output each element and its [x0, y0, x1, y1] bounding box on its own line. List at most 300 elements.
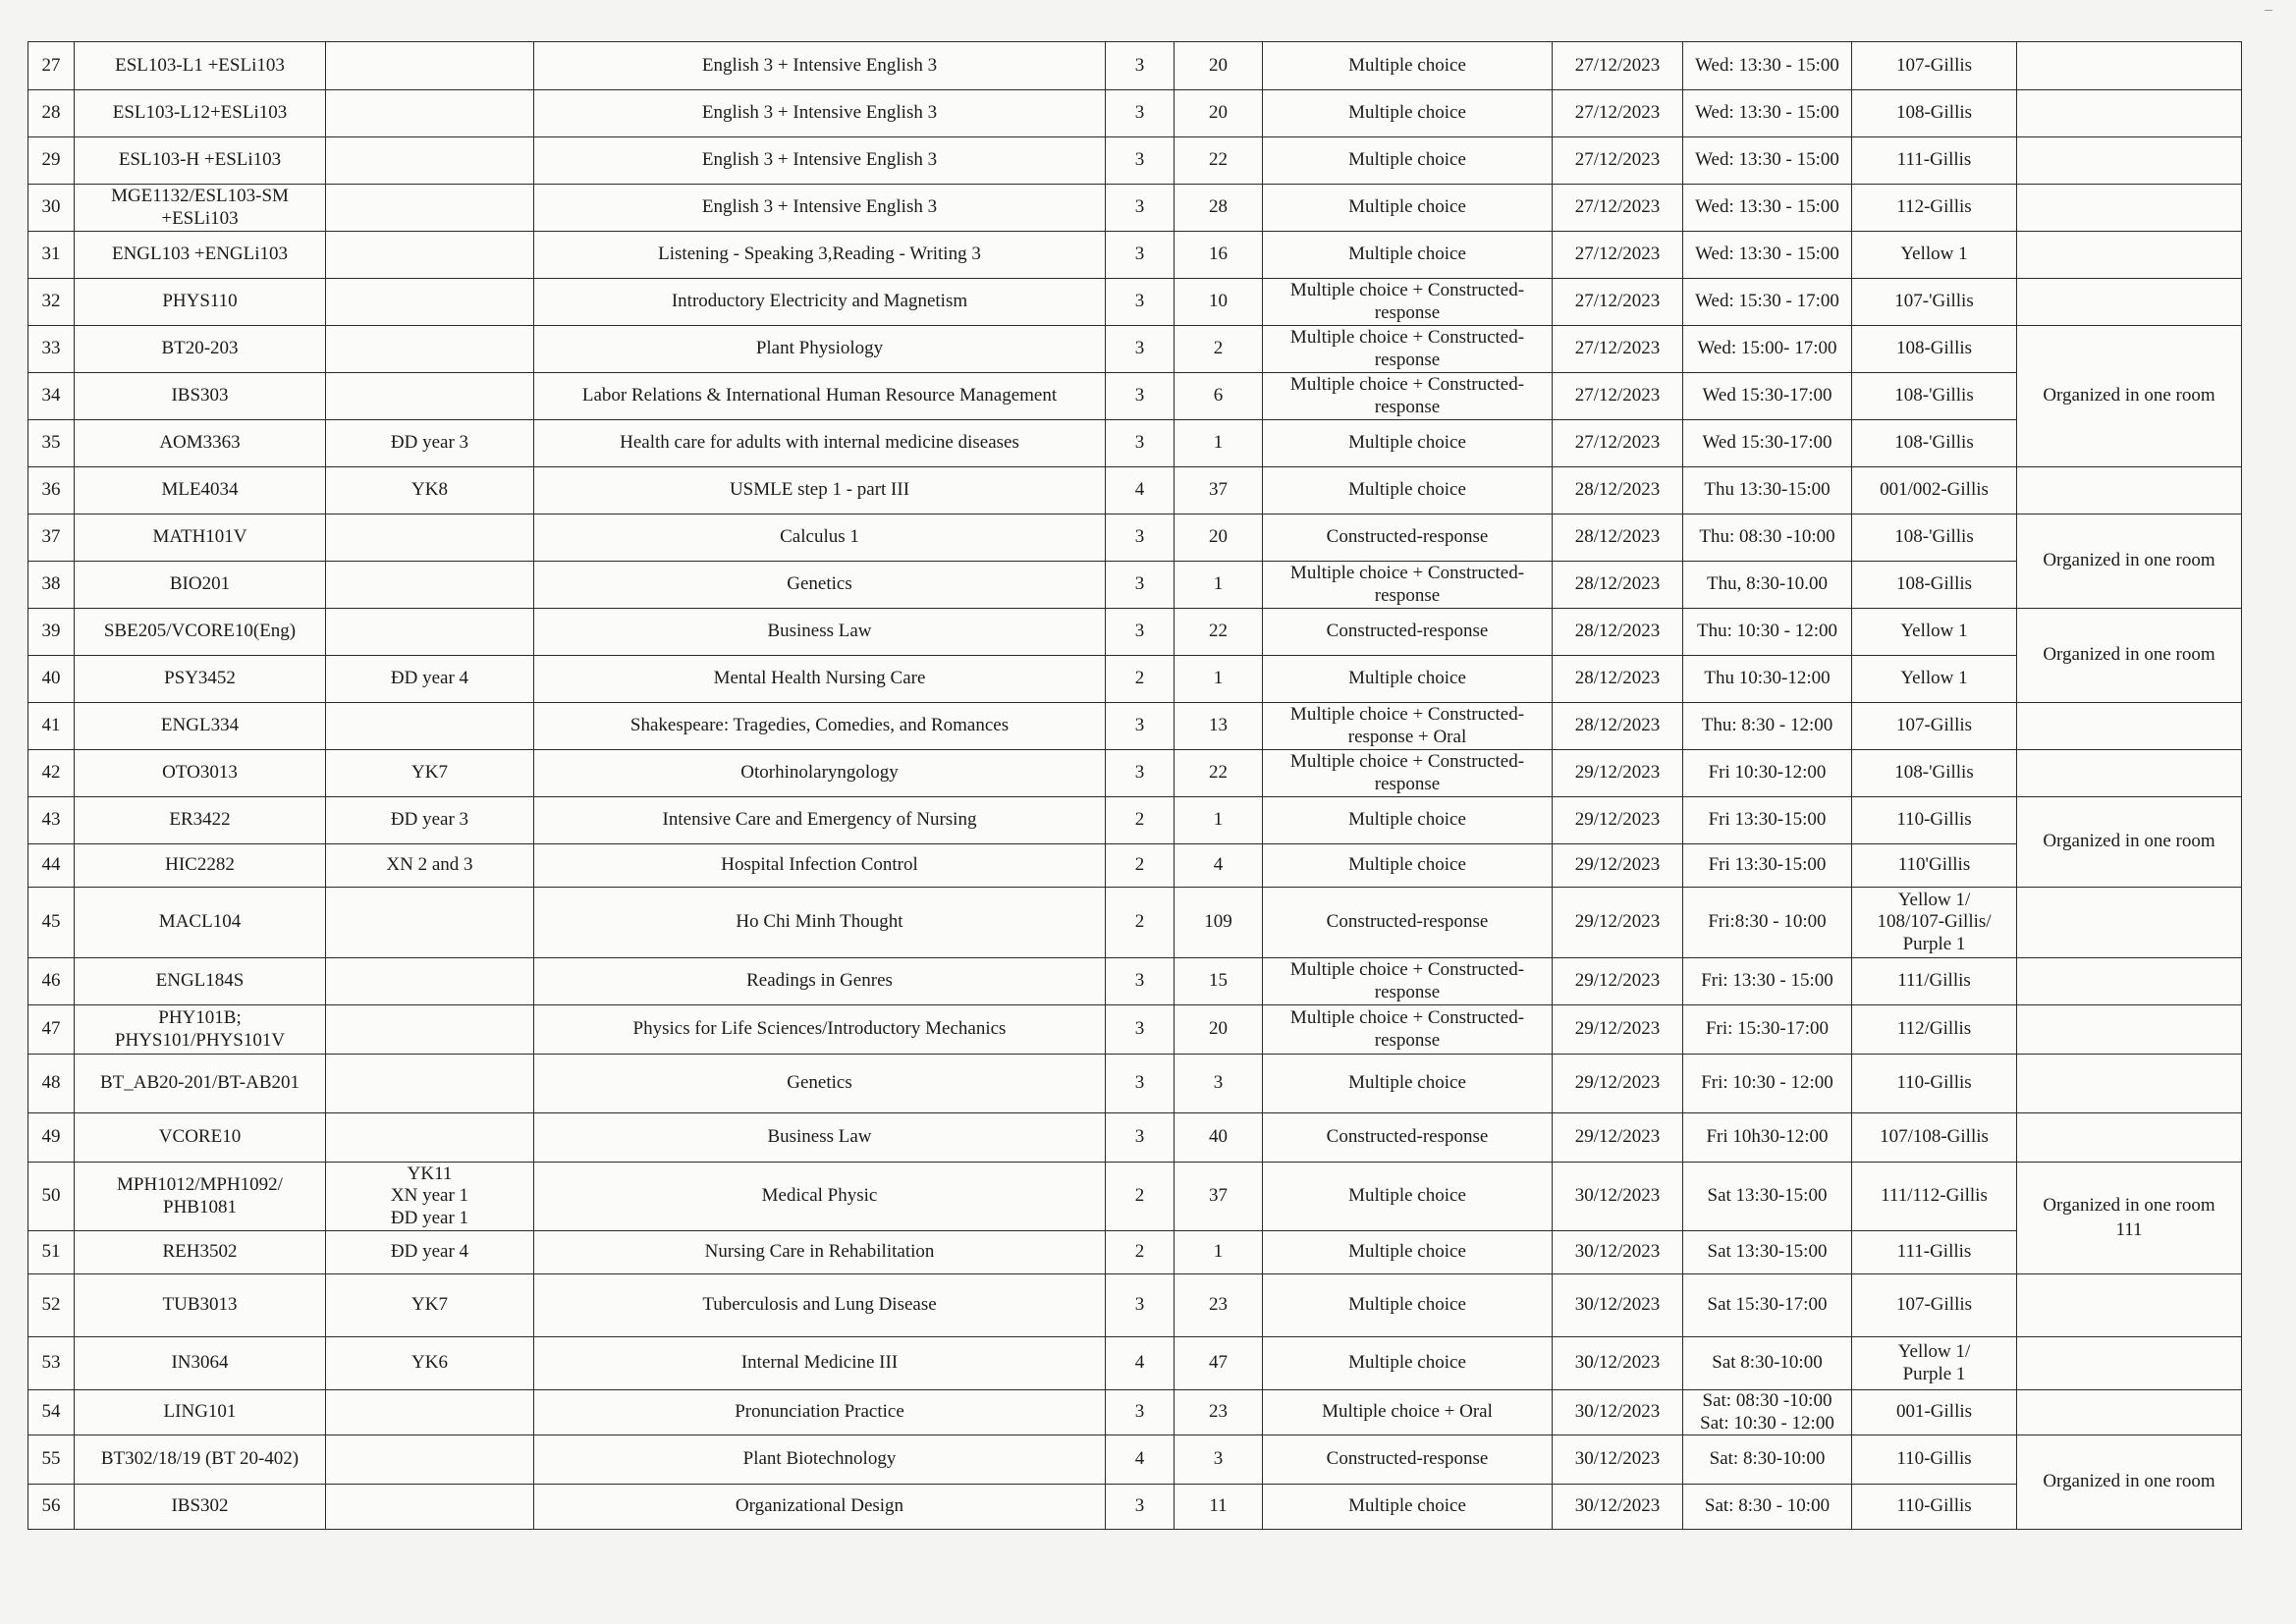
exam-room: 107-Gillis [1852, 703, 2017, 750]
credits: 4 [1106, 1337, 1175, 1390]
exam-date: 29/12/2023 [1553, 888, 1683, 958]
credits: 3 [1106, 1113, 1175, 1163]
exam-time: Thu, 8:30-10.00 [1683, 562, 1852, 609]
table-row [28, 514, 2242, 562]
exam-room: Yellow 1 [1852, 232, 2017, 279]
student-group [326, 1005, 534, 1055]
course-code: BT20-203 [75, 326, 326, 373]
exam-format: Constructed-response [1263, 609, 1553, 656]
exam-time: Fri 13:30-15:00 [1683, 844, 1852, 888]
course-code: HIC2282 [75, 844, 326, 888]
course-code: PHYS110 [75, 279, 326, 326]
table-row [28, 656, 2242, 703]
exam-time: Fri 10:30-12:00 [1683, 750, 1852, 797]
note-organized-one-room: Organized in one room [2017, 514, 2242, 609]
table-row [28, 279, 2242, 326]
course-code: ESL103-H +ESLi103 [75, 137, 326, 185]
student-count: 37 [1175, 1163, 1263, 1231]
student-count: 23 [1175, 1274, 1263, 1337]
student-count: 4 [1175, 844, 1263, 888]
credits: 3 [1106, 958, 1175, 1005]
exam-format: Multiple choice [1263, 420, 1553, 467]
exam-time: Sat: 08:30 -10:00 Sat: 10:30 - 12:00 [1683, 1390, 1852, 1435]
row-number: 54 [28, 1390, 75, 1435]
exam-room: 001-Gillis [1852, 1390, 2017, 1435]
student-group [326, 1055, 534, 1113]
exam-date: 27/12/2023 [1553, 326, 1683, 373]
student-count: 23 [1175, 1390, 1263, 1435]
exam-date: 30/12/2023 [1553, 1231, 1683, 1274]
note-organized-one-room: Organized in one room [2017, 1435, 2242, 1530]
exam-room: 108-Gillis [1852, 326, 2017, 373]
table-row [28, 1163, 2242, 1231]
row-number: 39 [28, 609, 75, 656]
credits: 3 [1106, 279, 1175, 326]
exam-room: 107-'Gillis [1852, 279, 2017, 326]
row-number: 32 [28, 279, 75, 326]
course-code: IBS302 [75, 1485, 326, 1530]
exam-room: 110'Gillis [1852, 844, 2017, 888]
exam-room: Yellow 1/ Purple 1 [1852, 1337, 2017, 1390]
exam-time: Sat: 8:30 - 10:00 [1683, 1485, 1852, 1530]
exam-time: Fri 10h30-12:00 [1683, 1113, 1852, 1163]
table-row [28, 958, 2242, 1005]
table-row [28, 467, 2242, 514]
exam-date: 30/12/2023 [1553, 1163, 1683, 1231]
scan-mark [2265, 10, 2272, 15]
course-name: Plant Biotechnology [534, 1435, 1106, 1485]
credits: 2 [1106, 797, 1175, 844]
row-number: 31 [28, 232, 75, 279]
student-group: YK8 [326, 467, 534, 514]
table-row [28, 90, 2242, 137]
table-row [28, 137, 2242, 185]
exam-room: 111/112-Gillis [1852, 1163, 2017, 1231]
course-name: Health care for adults with internal medicine diseases [534, 420, 1106, 467]
exam-format: Multiple choice + Constructed- response + Oral [1263, 703, 1553, 750]
student-count: 22 [1175, 137, 1263, 185]
table-row [28, 185, 2242, 232]
student-count: 3 [1175, 1435, 1263, 1485]
exam-date: 27/12/2023 [1553, 373, 1683, 420]
exam-room: 111/Gillis [1852, 958, 2017, 1005]
note-organized-one-room: Organized in one room [2017, 326, 2242, 467]
student-count: 13 [1175, 703, 1263, 750]
credits: 3 [1106, 42, 1175, 90]
exam-date: 28/12/2023 [1553, 656, 1683, 703]
exam-room: 107-Gillis [1852, 42, 2017, 90]
credits: 2 [1106, 844, 1175, 888]
student-group [326, 609, 534, 656]
course-name: English 3 + Intensive English 3 [534, 185, 1106, 232]
exam-format: Constructed-response [1263, 1113, 1553, 1163]
table-row [28, 42, 2242, 90]
row-number: 27 [28, 42, 75, 90]
exam-format: Constructed-response [1263, 1435, 1553, 1485]
course-code: ESL103-L12+ESLi103 [75, 90, 326, 137]
course-name: Otorhinolaryngology [534, 750, 1106, 797]
student-group [326, 703, 534, 750]
exam-room: 108-Gillis [1852, 90, 2017, 137]
exam-date: 28/12/2023 [1553, 467, 1683, 514]
student-group [326, 1485, 534, 1530]
exam-time: Wed 15:30-17:00 [1683, 373, 1852, 420]
note-cell [2017, 750, 2242, 797]
exam-time: Sat 13:30-15:00 [1683, 1231, 1852, 1274]
course-code: PSY3452 [75, 656, 326, 703]
exam-time: Wed: 15:30 - 17:00 [1683, 279, 1852, 326]
table-row [28, 888, 2242, 958]
exam-format: Multiple choice [1263, 1485, 1553, 1530]
exam-time: Thu: 10:30 - 12:00 [1683, 609, 1852, 656]
table-row [28, 1113, 2242, 1163]
table-row [28, 420, 2242, 467]
student-group [326, 958, 534, 1005]
row-number: 56 [28, 1485, 75, 1530]
credits: 2 [1106, 656, 1175, 703]
credits: 3 [1106, 562, 1175, 609]
table-row [28, 1274, 2242, 1337]
student-group: ĐD year 4 [326, 656, 534, 703]
exam-room: Yellow 1/ 108/107-Gillis/ Purple 1 [1852, 888, 2017, 958]
note-cell [2017, 279, 2242, 326]
row-number: 46 [28, 958, 75, 1005]
row-number: 36 [28, 467, 75, 514]
table-row [28, 232, 2242, 279]
exam-date: 28/12/2023 [1553, 562, 1683, 609]
exam-format: Multiple choice [1263, 42, 1553, 90]
note-organized-one-room: Organized in one room [2017, 609, 2242, 703]
course-name: English 3 + Intensive English 3 [534, 42, 1106, 90]
exam-time: Wed: 13:30 - 15:00 [1683, 42, 1852, 90]
student-count: 6 [1175, 373, 1263, 420]
credits: 3 [1106, 1055, 1175, 1113]
exam-format: Multiple choice [1263, 137, 1553, 185]
course-name: Listening - Speaking 3,Reading - Writing 3 [534, 232, 1106, 279]
row-number: 53 [28, 1337, 75, 1390]
row-number: 50 [28, 1163, 75, 1231]
course-code: MLE4034 [75, 467, 326, 514]
student-group [326, 373, 534, 420]
row-number: 38 [28, 562, 75, 609]
course-name: Internal Medicine III [534, 1337, 1106, 1390]
exam-room: 112-Gillis [1852, 185, 2017, 232]
exam-room: 108-'Gillis [1852, 514, 2017, 562]
table-row [28, 1435, 2242, 1485]
exam-time: Fri:8:30 - 10:00 [1683, 888, 1852, 958]
credits: 3 [1106, 1390, 1175, 1435]
exam-time: Thu 10:30-12:00 [1683, 656, 1852, 703]
credits: 3 [1106, 137, 1175, 185]
student-count: 47 [1175, 1337, 1263, 1390]
exam-room: 110-Gillis [1852, 1485, 2017, 1530]
student-group [326, 888, 534, 958]
exam-date: 29/12/2023 [1553, 1005, 1683, 1055]
student-group [326, 1113, 534, 1163]
note-cell [2017, 958, 2242, 1005]
note-cell [2017, 1055, 2242, 1113]
exam-format: Multiple choice [1263, 467, 1553, 514]
exam-format: Multiple choice + Oral [1263, 1390, 1553, 1435]
row-number: 35 [28, 420, 75, 467]
exam-date: 28/12/2023 [1553, 514, 1683, 562]
exam-format: Multiple choice + Constructed- response [1263, 562, 1553, 609]
exam-format: Multiple choice [1263, 1337, 1553, 1390]
credits: 3 [1106, 326, 1175, 373]
credits: 4 [1106, 1435, 1175, 1485]
exam-date: 29/12/2023 [1553, 1113, 1683, 1163]
exam-time: Thu: 8:30 - 12:00 [1683, 703, 1852, 750]
exam-date: 27/12/2023 [1553, 279, 1683, 326]
student-group: YK6 [326, 1337, 534, 1390]
exam-time: Fri: 10:30 - 12:00 [1683, 1055, 1852, 1113]
student-group [326, 279, 534, 326]
course-name: Shakespeare: Tragedies, Comedies, and Romances [534, 703, 1106, 750]
table-row [28, 750, 2242, 797]
table-row [28, 326, 2242, 373]
course-name: Ho Chi Minh Thought [534, 888, 1106, 958]
exam-format: Multiple choice [1263, 844, 1553, 888]
exam-date: 30/12/2023 [1553, 1435, 1683, 1485]
student-count: 1 [1175, 656, 1263, 703]
exam-room: 110-Gillis [1852, 797, 2017, 844]
note-cell [2017, 1390, 2242, 1435]
exam-format: Multiple choice [1263, 232, 1553, 279]
student-count: 10 [1175, 279, 1263, 326]
exam-room: 107/108-Gillis [1852, 1113, 2017, 1163]
exam-time: Sat 15:30-17:00 [1683, 1274, 1852, 1337]
exam-date: 30/12/2023 [1553, 1274, 1683, 1337]
exam-format: Multiple choice [1263, 185, 1553, 232]
student-count: 1 [1175, 420, 1263, 467]
note-cell [2017, 1005, 2242, 1055]
exam-time: Wed: 13:30 - 15:00 [1683, 137, 1852, 185]
exam-format: Multiple choice + Constructed- response [1263, 373, 1553, 420]
student-count: 22 [1175, 750, 1263, 797]
credits: 3 [1106, 373, 1175, 420]
credits: 3 [1106, 1485, 1175, 1530]
course-code: LING101 [75, 1390, 326, 1435]
student-count: 20 [1175, 1005, 1263, 1055]
exam-date: 29/12/2023 [1553, 844, 1683, 888]
exam-date: 30/12/2023 [1553, 1390, 1683, 1435]
exam-time: Thu: 08:30 -10:00 [1683, 514, 1852, 562]
student-group [326, 1435, 534, 1485]
exam-room: 108-'Gillis [1852, 373, 2017, 420]
student-count: 3 [1175, 1055, 1263, 1113]
row-number: 52 [28, 1274, 75, 1337]
exam-format: Multiple choice [1263, 1274, 1553, 1337]
exam-format: Multiple choice [1263, 656, 1553, 703]
exam-date: 27/12/2023 [1553, 232, 1683, 279]
note-cell [2017, 1337, 2242, 1390]
course-code: ENGL184S [75, 958, 326, 1005]
credits: 3 [1106, 90, 1175, 137]
course-code: PHY101B; PHYS101/PHYS101V [75, 1005, 326, 1055]
exam-time: Wed: 15:00- 17:00 [1683, 326, 1852, 373]
note-cell [2017, 467, 2242, 514]
row-number: 33 [28, 326, 75, 373]
student-group [326, 562, 534, 609]
row-number: 47 [28, 1005, 75, 1055]
note-cell [2017, 185, 2242, 232]
exam-format: Constructed-response [1263, 888, 1553, 958]
table-row [28, 609, 2242, 656]
course-name: Pronunciation Practice [534, 1390, 1106, 1435]
student-count: 37 [1175, 467, 1263, 514]
course-code: TUB3013 [75, 1274, 326, 1337]
exam-time: Sat 13:30-15:00 [1683, 1163, 1852, 1231]
exam-date: 27/12/2023 [1553, 42, 1683, 90]
course-code: REH3502 [75, 1231, 326, 1274]
student-group [326, 137, 534, 185]
student-count: 28 [1175, 185, 1263, 232]
exam-format: Multiple choice [1263, 1163, 1553, 1231]
student-count: 2 [1175, 326, 1263, 373]
course-name: Organizational Design [534, 1485, 1106, 1530]
exam-date: 27/12/2023 [1553, 420, 1683, 467]
exam-time: Fri: 13:30 - 15:00 [1683, 958, 1852, 1005]
course-name: Mental Health Nursing Care [534, 656, 1106, 703]
course-code: IBS303 [75, 373, 326, 420]
exam-date: 28/12/2023 [1553, 609, 1683, 656]
exam-time: Wed 15:30-17:00 [1683, 420, 1852, 467]
exam-time: Sat 8:30-10:00 [1683, 1337, 1852, 1390]
row-number: 49 [28, 1113, 75, 1163]
course-code: ENGL103 +ENGLi103 [75, 232, 326, 279]
note-organized-one-room: Organized in one room [2017, 797, 2242, 888]
table-row [28, 844, 2242, 888]
credits: 3 [1106, 232, 1175, 279]
credits: 2 [1106, 1163, 1175, 1231]
student-count: 20 [1175, 90, 1263, 137]
exam-date: 29/12/2023 [1553, 958, 1683, 1005]
student-count: 1 [1175, 562, 1263, 609]
exam-room: 108-'Gillis [1852, 420, 2017, 467]
course-name: English 3 + Intensive English 3 [534, 137, 1106, 185]
exam-time: Fri 13:30-15:00 [1683, 797, 1852, 844]
credits: 3 [1106, 1274, 1175, 1337]
table-row [28, 1005, 2242, 1055]
exam-format: Multiple choice [1263, 1231, 1553, 1274]
exam-format: Multiple choice + Constructed- response [1263, 326, 1553, 373]
credits: 3 [1106, 185, 1175, 232]
student-count: 20 [1175, 514, 1263, 562]
row-number: 42 [28, 750, 75, 797]
exam-rows [28, 42, 2242, 1530]
exam-date: 27/12/2023 [1553, 185, 1683, 232]
exam-time: Thu 13:30-15:00 [1683, 467, 1852, 514]
exam-time: Wed: 13:30 - 15:00 [1683, 90, 1852, 137]
student-group: YK7 [326, 750, 534, 797]
credits: 3 [1106, 609, 1175, 656]
row-number: 44 [28, 844, 75, 888]
row-number: 45 [28, 888, 75, 958]
note-cell [2017, 888, 2242, 958]
exam-format: Multiple choice [1263, 797, 1553, 844]
course-code: BT302/18/19 (BT 20-402) [75, 1435, 326, 1485]
student-group [326, 42, 534, 90]
note-cell [2017, 137, 2242, 185]
note-cell [2017, 42, 2242, 90]
exam-schedule-sheet [27, 41, 2241, 1530]
credits: 2 [1106, 1231, 1175, 1274]
student-group [326, 514, 534, 562]
table-row [28, 797, 2242, 844]
exam-date: 29/12/2023 [1553, 1055, 1683, 1113]
exam-room: 111-Gillis [1852, 137, 2017, 185]
exam-schedule-table [27, 41, 2242, 1530]
table-row [28, 562, 2242, 609]
row-number: 41 [28, 703, 75, 750]
course-code: MACL104 [75, 888, 326, 958]
course-code: OTO3013 [75, 750, 326, 797]
course-name: Genetics [534, 1055, 1106, 1113]
exam-time: Wed: 13:30 - 15:00 [1683, 185, 1852, 232]
student-count: 40 [1175, 1113, 1263, 1163]
note-cell [2017, 1113, 2242, 1163]
course-code: MATH101V [75, 514, 326, 562]
exam-room: 108-'Gillis [1852, 750, 2017, 797]
row-number: 34 [28, 373, 75, 420]
exam-date: 30/12/2023 [1553, 1485, 1683, 1530]
student-count: 22 [1175, 609, 1263, 656]
row-number: 48 [28, 1055, 75, 1113]
credits: 3 [1106, 514, 1175, 562]
row-number: 40 [28, 656, 75, 703]
student-count: 20 [1175, 42, 1263, 90]
table-row [28, 1390, 2242, 1435]
course-code: BT_AB20-201/BT-AB201 [75, 1055, 326, 1113]
student-count: 16 [1175, 232, 1263, 279]
note-organized-one-room-111: Organized in one room 111 [2017, 1163, 2242, 1274]
note-cell [2017, 90, 2242, 137]
exam-date: 29/12/2023 [1553, 797, 1683, 844]
course-name: Intensive Care and Emergency of Nursing [534, 797, 1106, 844]
exam-date: 29/12/2023 [1553, 750, 1683, 797]
exam-room: 110-Gillis [1852, 1435, 2017, 1485]
course-code: AOM3363 [75, 420, 326, 467]
row-number: 43 [28, 797, 75, 844]
course-name: Labor Relations & International Human Resource Management [534, 373, 1106, 420]
row-number: 30 [28, 185, 75, 232]
student-count: 1 [1175, 1231, 1263, 1274]
student-group [326, 185, 534, 232]
course-name: Hospital Infection Control [534, 844, 1106, 888]
credits: 3 [1106, 750, 1175, 797]
course-name: Nursing Care in Rehabilitation [534, 1231, 1106, 1274]
exam-room: Yellow 1 [1852, 656, 2017, 703]
course-name: Plant Physiology [534, 326, 1106, 373]
student-group: ĐD year 4 [326, 1231, 534, 1274]
course-code: VCORE10 [75, 1113, 326, 1163]
course-code: ER3422 [75, 797, 326, 844]
student-count: 109 [1175, 888, 1263, 958]
credits: 3 [1106, 1005, 1175, 1055]
course-name: Readings in Genres [534, 958, 1106, 1005]
note-cell [2017, 232, 2242, 279]
exam-date: 27/12/2023 [1553, 137, 1683, 185]
table-row [28, 703, 2242, 750]
exam-format: Multiple choice + Constructed- response [1263, 1005, 1553, 1055]
table-row [28, 1337, 2242, 1390]
note-cell [2017, 703, 2242, 750]
course-name: Business Law [534, 1113, 1106, 1163]
student-group [326, 90, 534, 137]
exam-date: 30/12/2023 [1553, 1337, 1683, 1390]
exam-room: 108-Gillis [1852, 562, 2017, 609]
course-code: IN3064 [75, 1337, 326, 1390]
